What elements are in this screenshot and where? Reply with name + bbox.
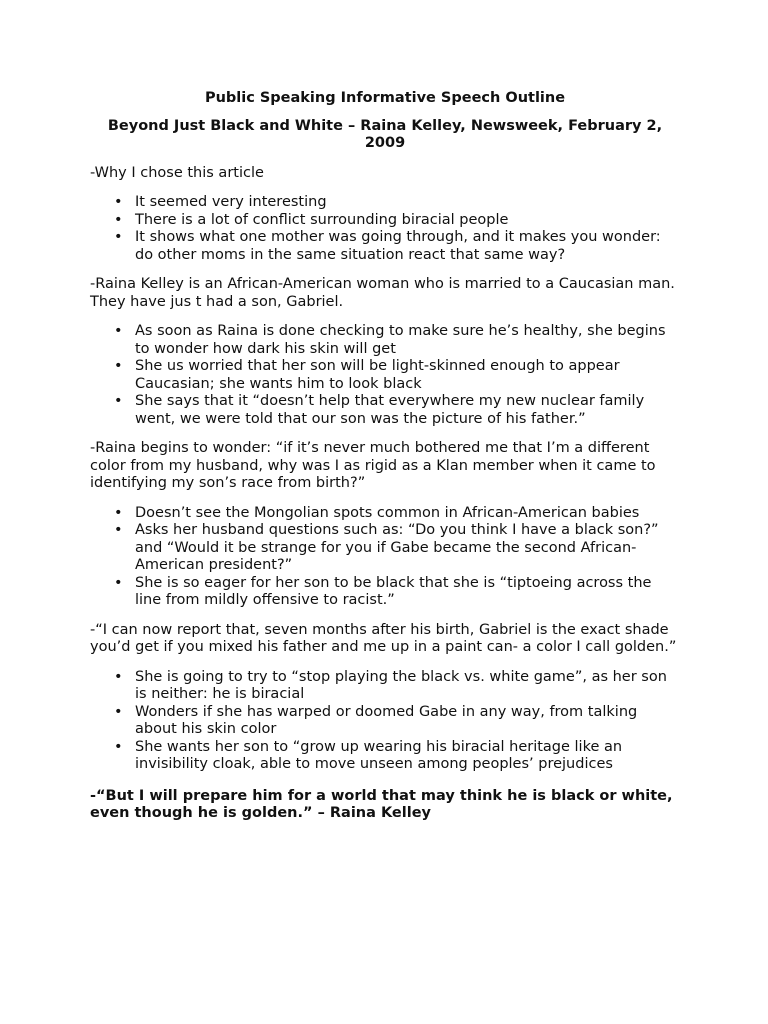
- list-item: [90, 575, 680, 610]
- bullet-icon: •: [114, 522, 123, 538]
- list-item-text: Wonders if she has warped or doomed Gabe in any way, from talking about his skin color: [135, 703, 638, 737]
- closing-quote: -“But I will prepare him for a world that may think he is black or white, even though he is golden.” – Raina Kelley: [90, 787, 673, 821]
- document-title: Public Speaking Informative Speech Outline: [204, 90, 566, 106]
- list-item-text: Asks her husband questions such as: “Do you think I have a black son?” and “Would it be strange for you if Gabe became the second African-American president?”: [135, 522, 659, 573]
- bullet-icon: •: [114, 738, 123, 755]
- list-item: [90, 393, 680, 428]
- section-heading: -Raina Kelley is an African-American woman who is married to a Caucasian man. They have jus t had a son, Gabriel.: [90, 276, 675, 310]
- bullet-icon: •: [114, 703, 123, 720]
- bullet-icon: •: [114, 211, 123, 228]
- list-item: [90, 194, 680, 212]
- bullet-icon: •: [114, 504, 123, 521]
- list-item-text: There is a lot of conflict surrounding biracial people: [135, 211, 509, 228]
- bullet-list: [90, 323, 680, 428]
- bullet-icon: •: [114, 668, 123, 685]
- section-heading: -Raina begins to wonder: “if it’s never much bothered me that I’m a different color from my husband, why was I as rigid as a Klan member when it came to identifying my son’s race from birth?”: [90, 440, 656, 491]
- section-heading: -“I can now report that, seven months after his birth, Gabriel is the exact shade you’d get if you mixed his father and me up in a paint can- a color I call golden.”: [90, 621, 677, 655]
- list-item: [90, 358, 680, 393]
- bullet-icon: •: [114, 229, 123, 245]
- bullet-icon: •: [114, 194, 123, 210]
- document-page: [90, 90, 680, 823]
- list-item-text: As soon as Raina is done checking to make sure he’s healthy, she begins to wonder how dark his skin will get: [135, 323, 666, 357]
- list-item: [90, 323, 680, 358]
- bullet-icon: •: [114, 358, 123, 374]
- bullet-icon: •: [114, 393, 123, 409]
- list-item-text: She says that it “doesn’t help that everywhere my new nuclear family went, we were told that our son was the picture of his father.”: [135, 393, 645, 427]
- list-item: [90, 212, 680, 230]
- bullet-list: [90, 505, 680, 610]
- bullet-list: [90, 669, 680, 774]
- list-item: [90, 669, 680, 704]
- list-item-text: It seemed very interesting: [135, 194, 327, 210]
- list-item: [90, 739, 680, 774]
- list-item-text: Doesn’t see the Mongolian spots common in African-American babies: [135, 504, 640, 521]
- list-item-text: It shows what one mother was going through, and it makes you wonder: do other moms in the same situation react that same way?: [135, 229, 661, 263]
- list-item-text: She is so eager for her son to be black that she is “tiptoeing across the line from mildly offensive to racist.”: [135, 574, 652, 608]
- bullet-list: [90, 194, 680, 264]
- list-item-text: She is going to try to “stop playing the black vs. white game”, as her son is neither: he is biracial: [135, 668, 667, 702]
- list-item: [90, 522, 680, 575]
- list-item: [90, 704, 680, 739]
- list-item-text: She us worried that her son will be light-skinned enough to appear Caucasian; she wants him to look black: [135, 358, 620, 392]
- bullet-icon: •: [114, 574, 123, 591]
- document-subtitle: Beyond Just Black and White – Raina Kelley, Newsweek, February 2, 2009: [107, 117, 663, 151]
- section-heading: -Why I chose this article: [90, 164, 264, 181]
- bullet-icon: •: [114, 323, 123, 339]
- list-item: [90, 229, 680, 264]
- list-item: [90, 505, 680, 523]
- list-item-text: She wants her son to “grow up wearing his biracial heritage like an invisibility cloak, able to move unseen among peoples’ prejudices: [135, 738, 623, 772]
